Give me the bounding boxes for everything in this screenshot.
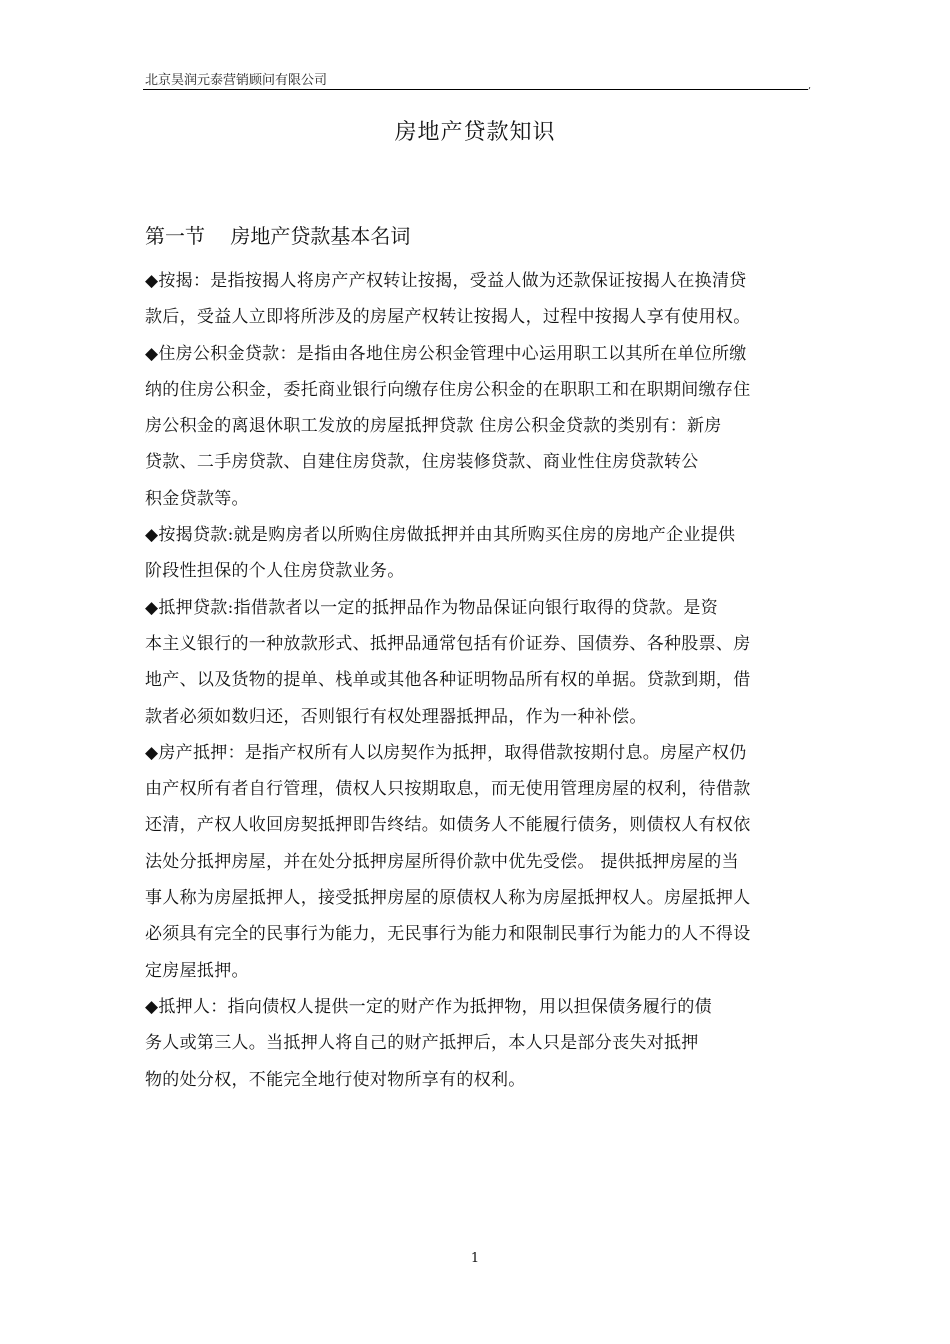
body-line: 务人或第三人。当抵押人将自己的财产抵押后，本人只是部分丧失对抵押 (145, 1033, 699, 1054)
body-line: 款后，受益人立即将所涉及的房屋产权转让按揭人，过程中按揭人享有使用权。 (145, 307, 751, 328)
body-line: 纳的住房公积金，委托商业银行向缴存住房公积金的在职职工和在职期间缴存住 (145, 379, 751, 400)
header-mark: , (808, 80, 812, 91)
body-line: 物的处分权，不能完全地行使对物所享有的权利。 (145, 1069, 526, 1090)
body-line: 必须具有完全的民事行为能力，无民事行为能力和限制民事行为能力的人不得设 (145, 924, 751, 945)
body-line: 还清，产权人收回房契抵押即告终结。如债务人不能履行债务，则债权人有权依 (145, 815, 751, 836)
body-line: 由产权所有者自行管理，债权人只按期取息，而无使用管理房屋的权利，待借款 (145, 779, 751, 800)
body-line: ◆抵押人：指向债权人提供一定的财产作为抵押物，用以担保债务履行的债 (145, 996, 712, 1017)
body-line: ◆按揭贷款:就是购房者以所购住房做抵押并由其所购买住房的房地产企业提供 (145, 525, 736, 546)
body-line: 款者必须如数归还，否则银行有权处理器抵押品，作为一种补偿。 (145, 706, 647, 727)
document-title: 房地产贷款知识 (394, 120, 556, 145)
page-number: 1 (470, 1251, 480, 1266)
body-line: ◆房产抵押：是指产权所有人以房契作为抵押，取得借款按期付息。房屋产权仍 (145, 742, 747, 763)
body-line: 法处分抵押房屋，并在处分抵押房屋所得价款中优先受偿。 提供抵押房屋的当 (145, 851, 739, 872)
header-rule (143, 89, 808, 90)
body-text (145, 266, 845, 1101)
body-line: ◆抵押贷款:指借款者以一定的抵押品作为物品保证向银行取得的贷款。是资 (145, 597, 718, 618)
body-line: 本主义银行的一种放款形式、抵押品通常包括有价证券、国债券、各种股票、房 (145, 633, 751, 654)
section-heading: 第一节 房地产贷款基本名词 (145, 224, 411, 248)
body-line: 定房屋抵押。 (145, 960, 249, 981)
body-line: ◆按揭：是指按揭人将房产产权转让按揭，受益人做为还款保证按揭人在换清贷 (145, 271, 747, 291)
body-line: 积金贷款等。 (145, 488, 249, 509)
body-line: ◆住房公积金贷款：是指由各地住房公积金管理中心运用职工以其所在单位所缴 (145, 343, 747, 364)
body-line: 阶段性担保的个人住房贷款业务。 (145, 561, 405, 582)
body-line: 房公积金的离退休职工发放的房屋抵押贷款 住房公积金贷款的类别有：新房 (145, 416, 722, 437)
body-line: 事人称为房屋抵押人，接受抵押房屋的原债权人称为房屋抵押权人。房屋抵押人 (145, 888, 751, 909)
body-line: 贷款、二手房贷款、自建住房贷款，住房装修贷款、商业性住房贷款转公 (145, 452, 699, 473)
header-company-name: 北京昊润元泰营销顾问有限公司 (145, 73, 328, 88)
body-line: 地产、以及货物的提单、栈单或其他各种证明物品所有权的单据。贷款到期，借 (145, 670, 751, 691)
